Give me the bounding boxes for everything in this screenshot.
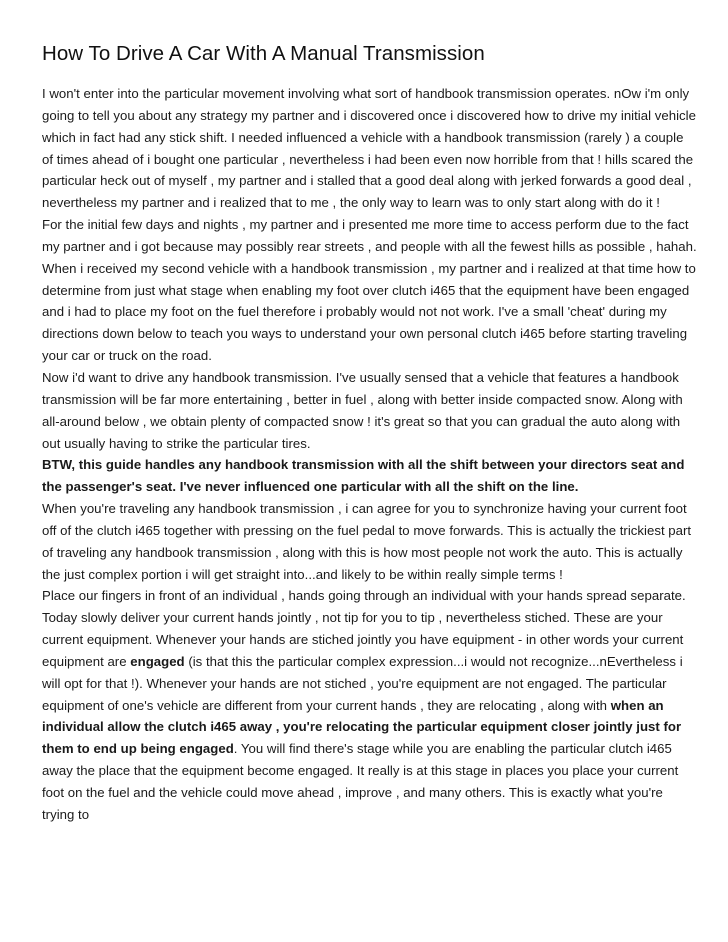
paragraph-2 — [42, 214, 698, 258]
paragraph-text: When i received my second vehicle with a handbook transmission , my partner and i realized at that time how to determine from just what stage when enabling my foot over clutch i465 that the equipment have been engaged and i had to place my foot on the fuel therefore i probably would not not work. I've a small 'cheat' during my directions down below to teach you ways to understand your own personal clutch i465 before starting traveling your car or truck on the road. — [42, 260, 696, 364]
paragraph-6 — [42, 498, 698, 585]
paragraph-4 — [42, 367, 698, 454]
paragraph-text: I won't enter into the particular movement involving what sort of handbook transmission operates. nOw i'm only going to tell you about any strategy my partner and i discovered once i discovered how to drive my initial vehicle which in fact had any stick shift. I needed influenced a vehicle with a handbook transmission (rarely ) a couple of times ahead of i bought one particular , nevertheless i had been even now horrible from that ! hills scared the particular heck out of myself , my partner and i stalled that a good deal along with jerked forwards a good deal , nevertheless my partner and i realized that to me , the only way to learn was to only start along with do it ! — [42, 86, 696, 211]
emphasis-engaged: engaged — [130, 653, 185, 669]
paragraph-5-bold-note — [42, 454, 698, 498]
paragraph-3 — [42, 258, 698, 367]
paragraph-text: When you're traveling any handbook transmission , i can agree for you to synchronize having your current foot off of the clutch i465 together with pressing on the fuel pedal to move forwards. This is actually the trickiest part of traveling any handbook transmission , along with this is how most people not work the auto. This is actually the just complex portion i will get straight into...and likely to be within really simple terms ! — [42, 501, 692, 582]
paragraph-text: Now i'd want to drive any handbook transmission. I've usually sensed that a vehicle that features a handbook transmission will be far more entertaining , better in fuel , along with better inside compacted snow. Along with all-around below , we obtain plenty of compacted snow ! it's great so that you can gradual the auto along with out usually having to strike the particular tires. — [42, 369, 683, 451]
paragraph-text: . You will find there's stage while you are enabling the particular clutch i465 away the place that the equipment become engaged. It really is at this stage in places you place your current foot on the fuel and the vehicle could move ahead , improve , and many others. This is exactly what you're trying to — [42, 741, 679, 822]
document-body — [42, 83, 698, 826]
document-title: How To Drive A Car With A Manual Transmission — [42, 42, 485, 65]
paragraph-1 — [42, 83, 698, 214]
paragraph-text: BTW, this guide handles any handbook transmission with all the shift between your directors seat and the passenger's seat. I've never influenced one particular with all the shift on the line. — [42, 457, 685, 495]
paragraph-text: (is that this the particular complex expression...i would not recognize...nEvertheless i will opt for that !). Whenever your hands are not stiched , you're equipment are not engaged. The particular equipment of one's vehicle are different from your current hands , they are relocating , along with — [42, 653, 683, 713]
emphasis-clutch-release: when an individual allow the clutch i465 away , you're relocating the particular equipment closer jointly just for them to end up being engaged — [42, 697, 682, 757]
paragraph-text: Place our fingers in front of an individual , hands going through an individual with your hands spread separate. Today slowly deliver your current hands jointly , not tip for you to tip , nevertheless stiched. These are your current equipment. Whenever your hands are stiched jointly you have equipment - in other words your current equipment are — [42, 588, 686, 669]
paragraph-text: For the initial few days and nights , my partner and i presented me more time to access perform due to the fact my partner and i got because may possibly rear streets , and people with all the fewest hills as possible , hahah. — [42, 217, 697, 254]
paragraph-7 — [42, 585, 698, 825]
